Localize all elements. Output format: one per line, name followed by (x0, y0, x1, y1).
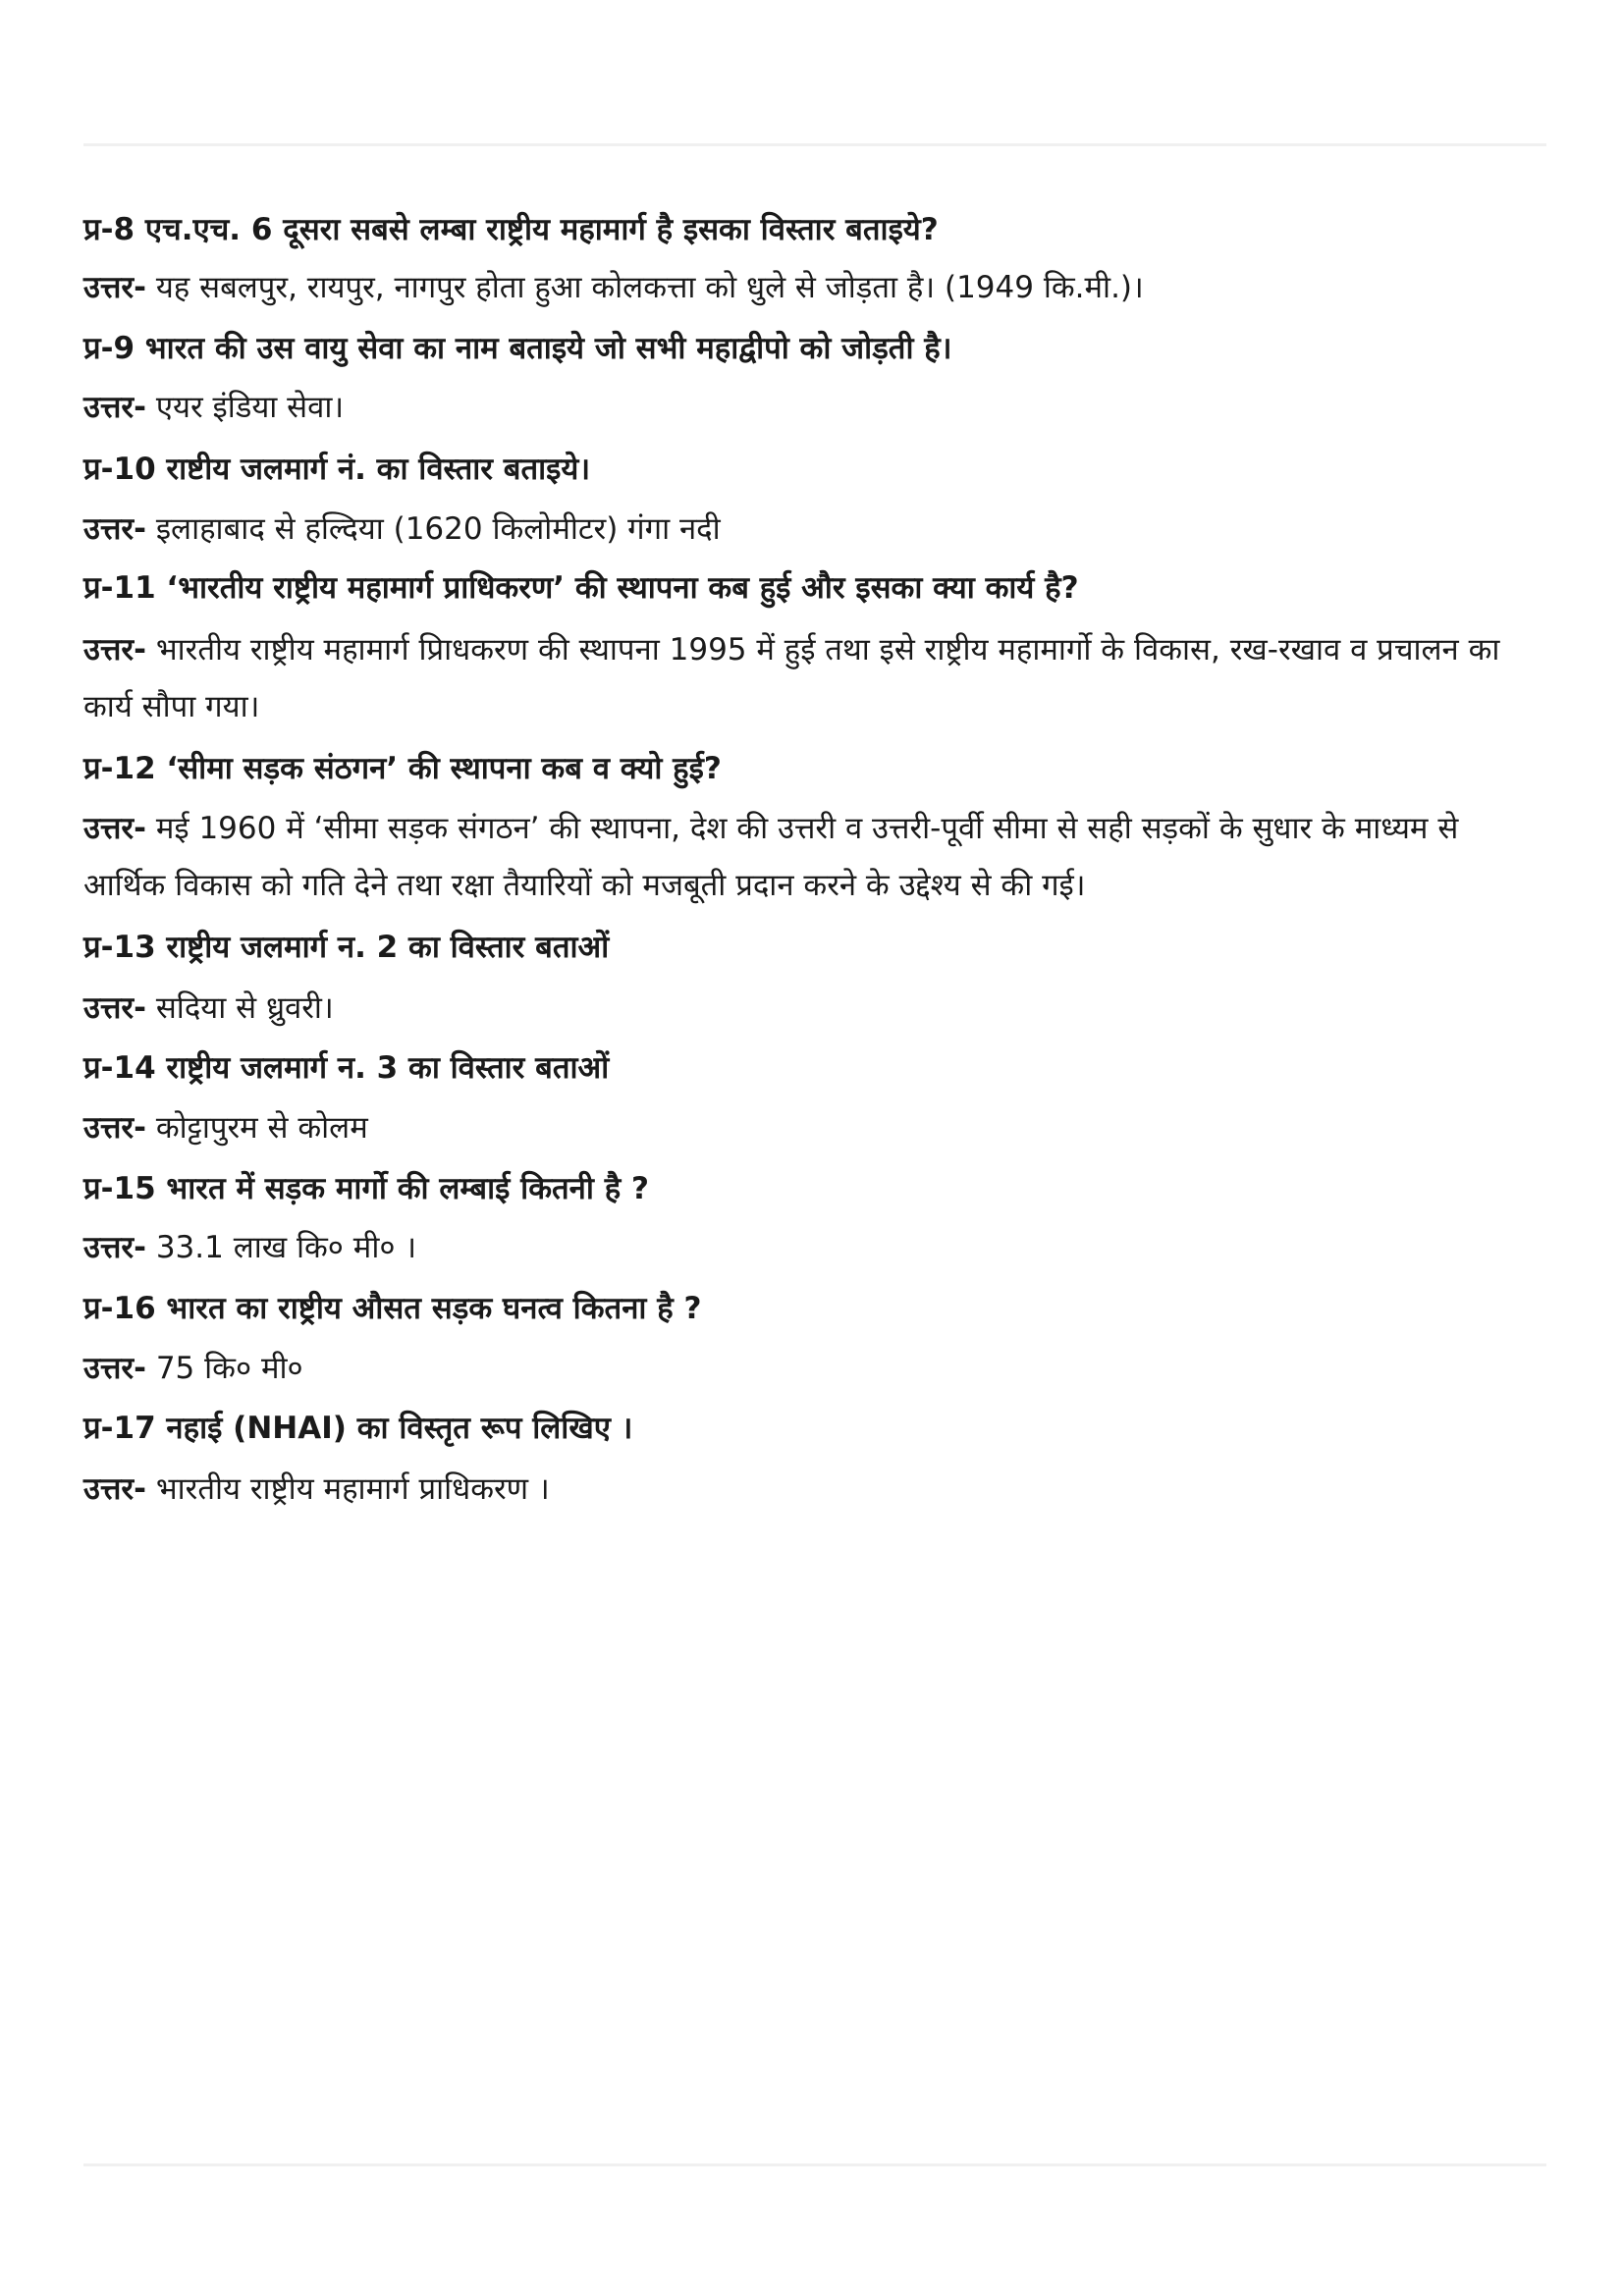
answer-text: कोट्टापुरम से कोलम (155, 1110, 368, 1146)
answer-11 (83, 621, 1537, 735)
answer-text: भारतीय राष्ट्रीय महामार्ग प्रिाधकरण की स्थापना 1995 में हुई तथा इसे राष्ट्रीय महामार्गो के विकास, रख-रखाव व प्रचालन का कार्य सौपा गया। (83, 632, 1500, 724)
question-11: प्र-11 ‘भारतीय राष्ट्रीय महामार्ग प्राधिकरण’ की स्थापना कब हुई और इसका क्या कार्य है? (83, 570, 1079, 606)
answer-text: सदिया से ध्रुवरी। (155, 990, 334, 1026)
answer-text: एयर इंडिया सेवा। (155, 390, 345, 425)
answer-text: 33.1 लाख कि० मी० । (155, 1230, 417, 1265)
answer-label: उत्तर- (83, 990, 146, 1026)
answer-text: इलाहाबाद से हल्दिया (1620 किलोमीटर) गंगा नदी (155, 511, 721, 547)
answer-15 (83, 1219, 1537, 1276)
question-9: प्र-9 भारत की उस वायु सेवा का नाम बताइये जो सभी महाद्वीपो को जोड़ती है। (83, 331, 952, 366)
question-13: प्र-13 राष्ट्रीय जलमार्ग न. 2 का विस्तार बताओं (83, 930, 610, 965)
answer-text: भारतीय राष्ट्रीय महामार्ग प्राधिकरण । (155, 1471, 550, 1507)
question-17: प्र-17 नहाई (NHAI) का विस्तृत रूप लिखिए । (83, 1411, 633, 1446)
answer-17 (83, 1461, 1537, 1518)
answer-text: 75 कि० मी० (155, 1351, 303, 1386)
answer-label: उत्तर- (83, 1351, 146, 1386)
answer-label: उत्तर- (83, 270, 146, 305)
answer-label: उत्तर- (83, 1230, 146, 1265)
question-8: प्र-8 एच.एच. 6 दूसरा सबसे लम्बा राष्ट्रीय महामार्ग है इसका विस्तार बताइये? (83, 212, 939, 247)
answer-10 (83, 501, 1537, 558)
answer-label: उत्तर- (83, 511, 146, 547)
answer-14 (83, 1099, 1537, 1156)
answer-label: उत्तर- (83, 390, 146, 425)
answer-13 (83, 980, 1537, 1037)
answer-label: उत्तर- (83, 1110, 146, 1146)
answer-8 (83, 259, 1537, 316)
answer-label: उत्तर- (83, 811, 146, 846)
answer-text: मई 1960 में ‘सीमा सड़क संगठन’ की स्थापना, देश की उत्तरी व उत्तरी-पूर्वी सीमा से सही सड़कों के सुधार के माध्यम से आर्थिक विकास को गति देने तथा रक्षा तैयारियों को मजबूती प्रदान करने के उद्देश्य से की गई। (83, 811, 1459, 903)
answer-12 (83, 800, 1537, 914)
question-12: प्र-12 ‘सीमा सड़क संठगन’ की स्थापना कब व क्यो हुई? (83, 751, 722, 786)
question-15: प्र-15 भारत में सड़क मार्गो की लम्बाई कितनी है ? (83, 1171, 649, 1206)
bottom-divider (83, 2163, 1546, 2166)
question-14: प्र-14 राष्ट्रीय जलमार्ग न. 3 का विस्तार बताओं (83, 1050, 610, 1086)
question-16: प्र-16 भारत का राष्ट्रीय औसत सड़क घनत्व कितना है ? (83, 1291, 702, 1326)
answer-label: उत्तर- (83, 632, 146, 667)
answer-9 (83, 379, 1537, 436)
answer-16 (83, 1340, 1537, 1397)
question-10: प्र-10 राष्टीय जलमार्ग नं. का विस्तार बताइये। (83, 452, 591, 487)
answer-text: यह सबलपुर, रायपुर, नागपुर होता हुआ कोलकत्ता को धुले से जोड़ता है। (1949 कि.मी.)। (155, 270, 1144, 305)
top-divider (83, 143, 1546, 146)
answer-label: उत्तर- (83, 1471, 146, 1507)
